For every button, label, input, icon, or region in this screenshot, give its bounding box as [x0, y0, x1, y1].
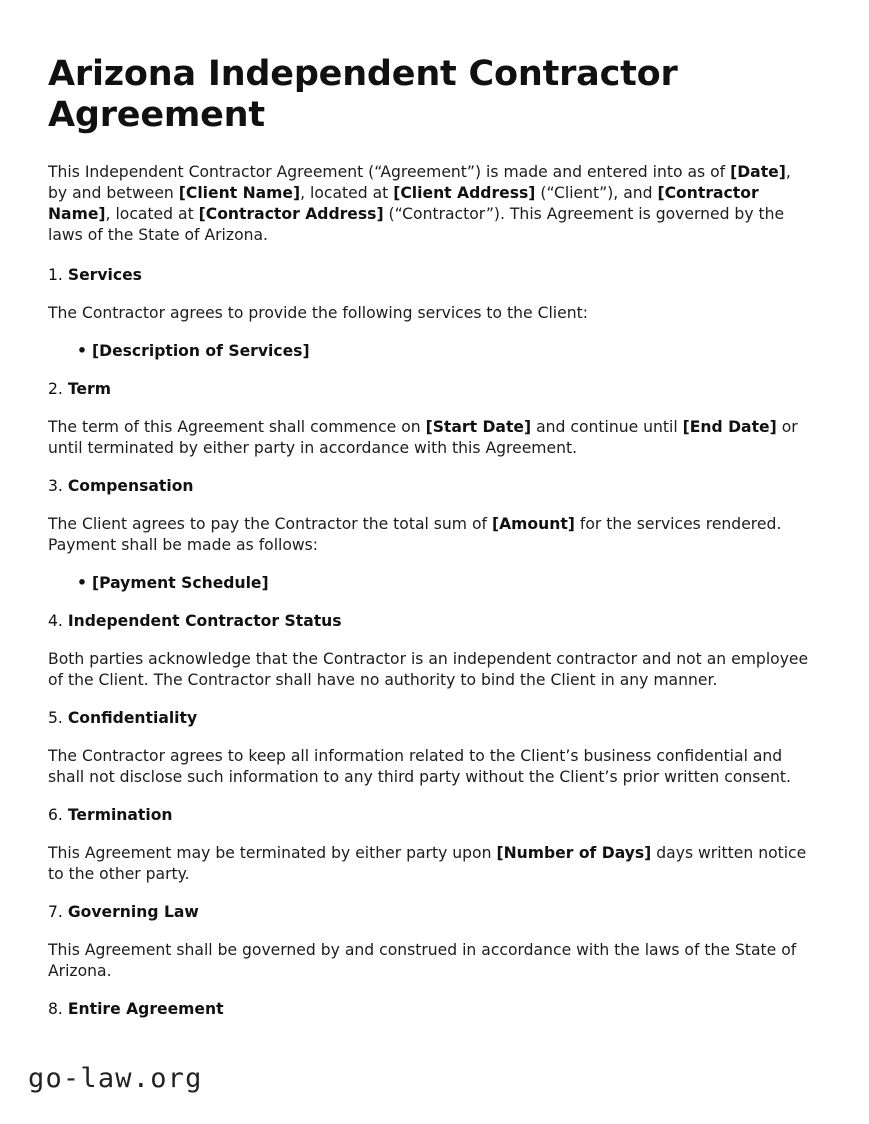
field-contractor-name: [Contractor Name]	[48, 184, 759, 223]
section-heading-services	[48, 265, 812, 286]
field-contractor-address: [Contractor Address]	[198, 205, 384, 223]
page-title: Arizona Independent Contractor Agreement	[48, 54, 678, 135]
field-client-name: [Client Name]	[178, 184, 301, 202]
bullet-icon: •	[77, 574, 87, 592]
section-heading-governing-law	[48, 902, 812, 923]
field-client-address: [Client Address]	[393, 184, 536, 202]
intro-text-part5: , located at	[105, 205, 199, 223]
intro-text-part3: , located at	[300, 184, 394, 202]
section-number: 1.	[48, 266, 63, 284]
section-body-term	[48, 417, 812, 459]
term-text-part2: and continue until	[531, 418, 683, 436]
section-heading-compensation	[48, 476, 812, 497]
section-number: 5.	[48, 709, 63, 727]
section-body-confidentiality: The Contractor agrees to keep all information related to the Client’s business confidential and shall not disclose such information to any third party without the Client’s prior written consent.	[48, 747, 791, 786]
compensation-text-part1: The Client agrees to pay the Contractor the total sum of	[48, 515, 492, 533]
section-title: Confidentiality	[67, 709, 198, 727]
section-heading-independent-contractor-status	[48, 611, 812, 632]
list-item	[48, 341, 812, 362]
section-title: Services	[67, 266, 142, 284]
section-number: 4.	[48, 612, 63, 630]
section-heading-termination	[48, 805, 812, 826]
section-title: Compensation	[67, 477, 194, 495]
section-heading-confidentiality	[48, 708, 812, 729]
field-start-date: [Start Date]	[425, 418, 532, 436]
intro-text-part2: , by and between	[48, 163, 791, 202]
term-text-part1: The term of this Agreement shall commence on	[48, 418, 426, 436]
section-body-governing-law: This Agreement shall be governed by and construed in accordance with the laws of the State of Arizona.	[48, 941, 797, 980]
section-title: Independent Contractor Status	[67, 612, 342, 630]
section-title: Entire Agreement	[67, 1000, 224, 1018]
section-title: Termination	[67, 806, 173, 824]
field-amount: [Amount]	[491, 515, 575, 533]
payment-bullet-list	[48, 573, 812, 594]
document-body	[48, 54, 812, 1037]
field-payment-schedule: [Payment Schedule]	[92, 574, 269, 592]
section-title: Governing Law	[67, 903, 199, 921]
intro-paragraph	[48, 162, 812, 246]
footer-watermark: go-law.org	[28, 1063, 203, 1094]
field-description-of-services: [Description of Services]	[92, 342, 310, 360]
intro-text-part4: (“Client”), and	[535, 184, 658, 202]
term-text-part3: or until terminated by either party in accordance with this Agreement.	[48, 418, 798, 457]
field-end-date: [End Date]	[682, 418, 777, 436]
termination-text-part2: days written notice to the other party.	[48, 844, 807, 883]
intro-text-part1: This Independent Contractor Agreement (“Agreement”) is made and entered into as of	[48, 163, 731, 181]
section-number: 8.	[48, 1000, 63, 1018]
compensation-text-part2: for the services rendered. Payment shall be made as follows:	[48, 515, 782, 554]
bullet-icon: •	[77, 342, 87, 360]
section-title: Term	[67, 380, 111, 398]
list-item	[48, 573, 812, 594]
section-number: 6.	[48, 806, 63, 824]
field-date: [Date]	[730, 163, 786, 181]
section-number: 7.	[48, 903, 63, 921]
services-bullet-list	[48, 341, 812, 362]
section-heading-term	[48, 379, 812, 400]
section-body-independent-contractor-status: Both parties acknowledge that the Contractor is an independent contractor and not an employee of the Client. The Contractor shall have no authority to bind the Client in any manner.	[48, 650, 809, 689]
field-number-of-days: [Number of Days]	[496, 844, 652, 862]
section-body-services: The Contractor agrees to provide the following services to the Client:	[48, 304, 588, 322]
section-body-compensation	[48, 514, 812, 556]
intro-text-part6: (“Contractor”). This Agreement is governed by the laws of the State of Arizona.	[48, 205, 785, 244]
section-number: 2.	[48, 380, 63, 398]
section-heading-entire-agreement	[48, 999, 812, 1020]
section-number: 3.	[48, 477, 63, 495]
section-body-termination	[48, 843, 812, 885]
termination-text-part1: This Agreement may be terminated by either party upon	[48, 844, 497, 862]
